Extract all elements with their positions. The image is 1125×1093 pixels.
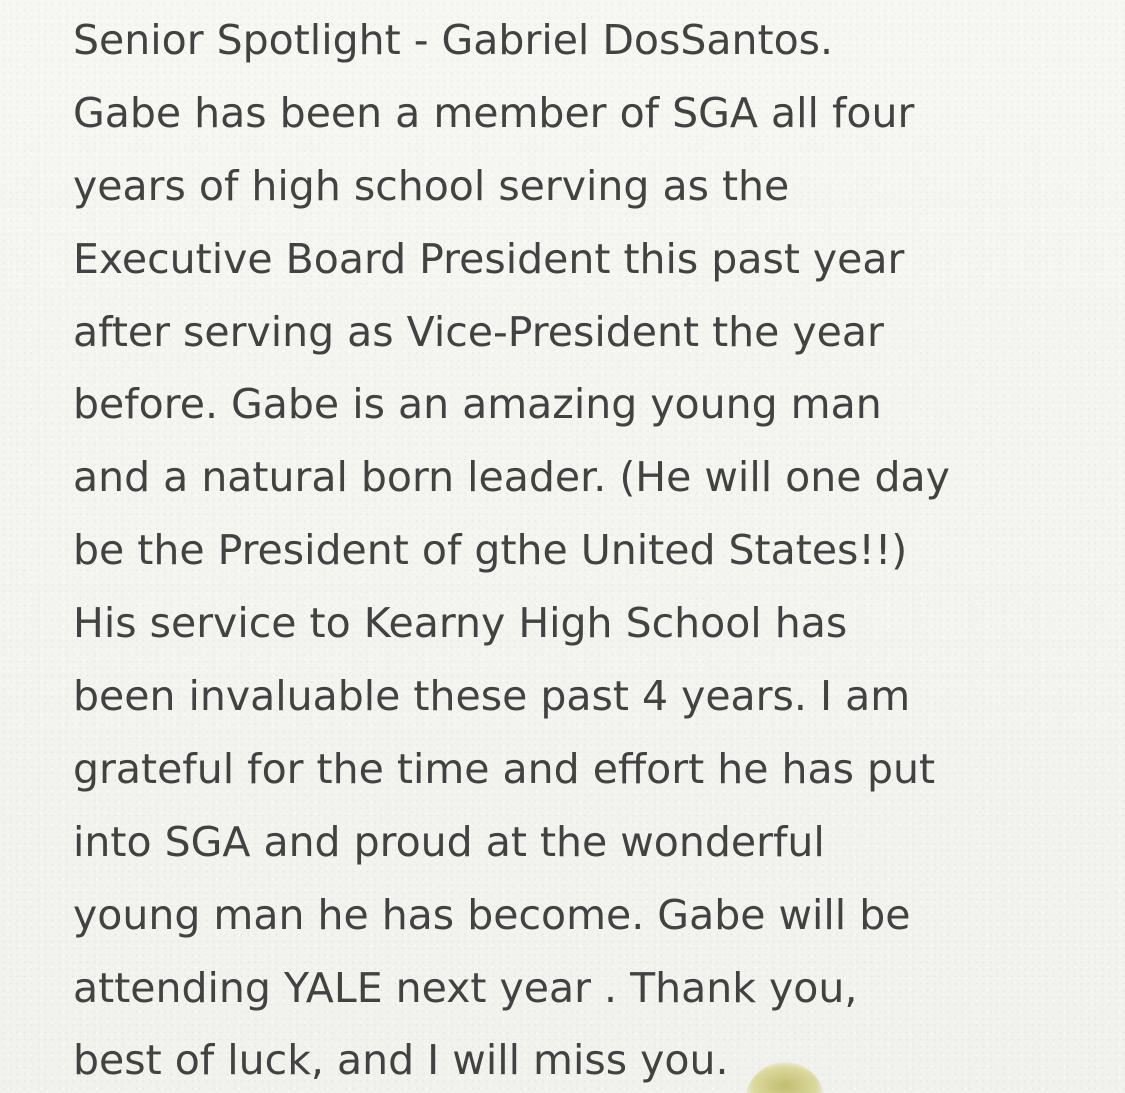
note-line: attending YALE next year . Thank you, bbox=[73, 963, 858, 1012]
note-line: be the President of gthe United States!!) bbox=[73, 526, 908, 575]
note-line: His service to Kearny High School has bbox=[73, 599, 848, 648]
note-line: into SGA and proud at the wonderful bbox=[73, 817, 825, 866]
note-line: Gabe has been a member of SGA all four bbox=[73, 88, 915, 137]
note-body[interactable] bbox=[73, 4, 1073, 1093]
note-line: grateful for the time and effort he has put bbox=[73, 744, 936, 793]
note-line: been invaluable these past 4 years. I am bbox=[73, 672, 911, 721]
note-line: after serving as Vice-President the year bbox=[73, 307, 884, 356]
note-line: best of luck, and I will miss you. bbox=[73, 1036, 729, 1085]
note-line: years of high school serving as the bbox=[73, 161, 790, 210]
note-line: Senior Spotlight - Gabriel DosSantos. bbox=[73, 16, 834, 64]
note-line: young man he has become. Gabe will be bbox=[73, 890, 911, 939]
note-line: Executive Board President this past year bbox=[73, 234, 905, 283]
note-line: before. Gabe is an amazing young man bbox=[73, 380, 882, 429]
note-line: and a natural born leader. (He will one day bbox=[73, 453, 950, 502]
